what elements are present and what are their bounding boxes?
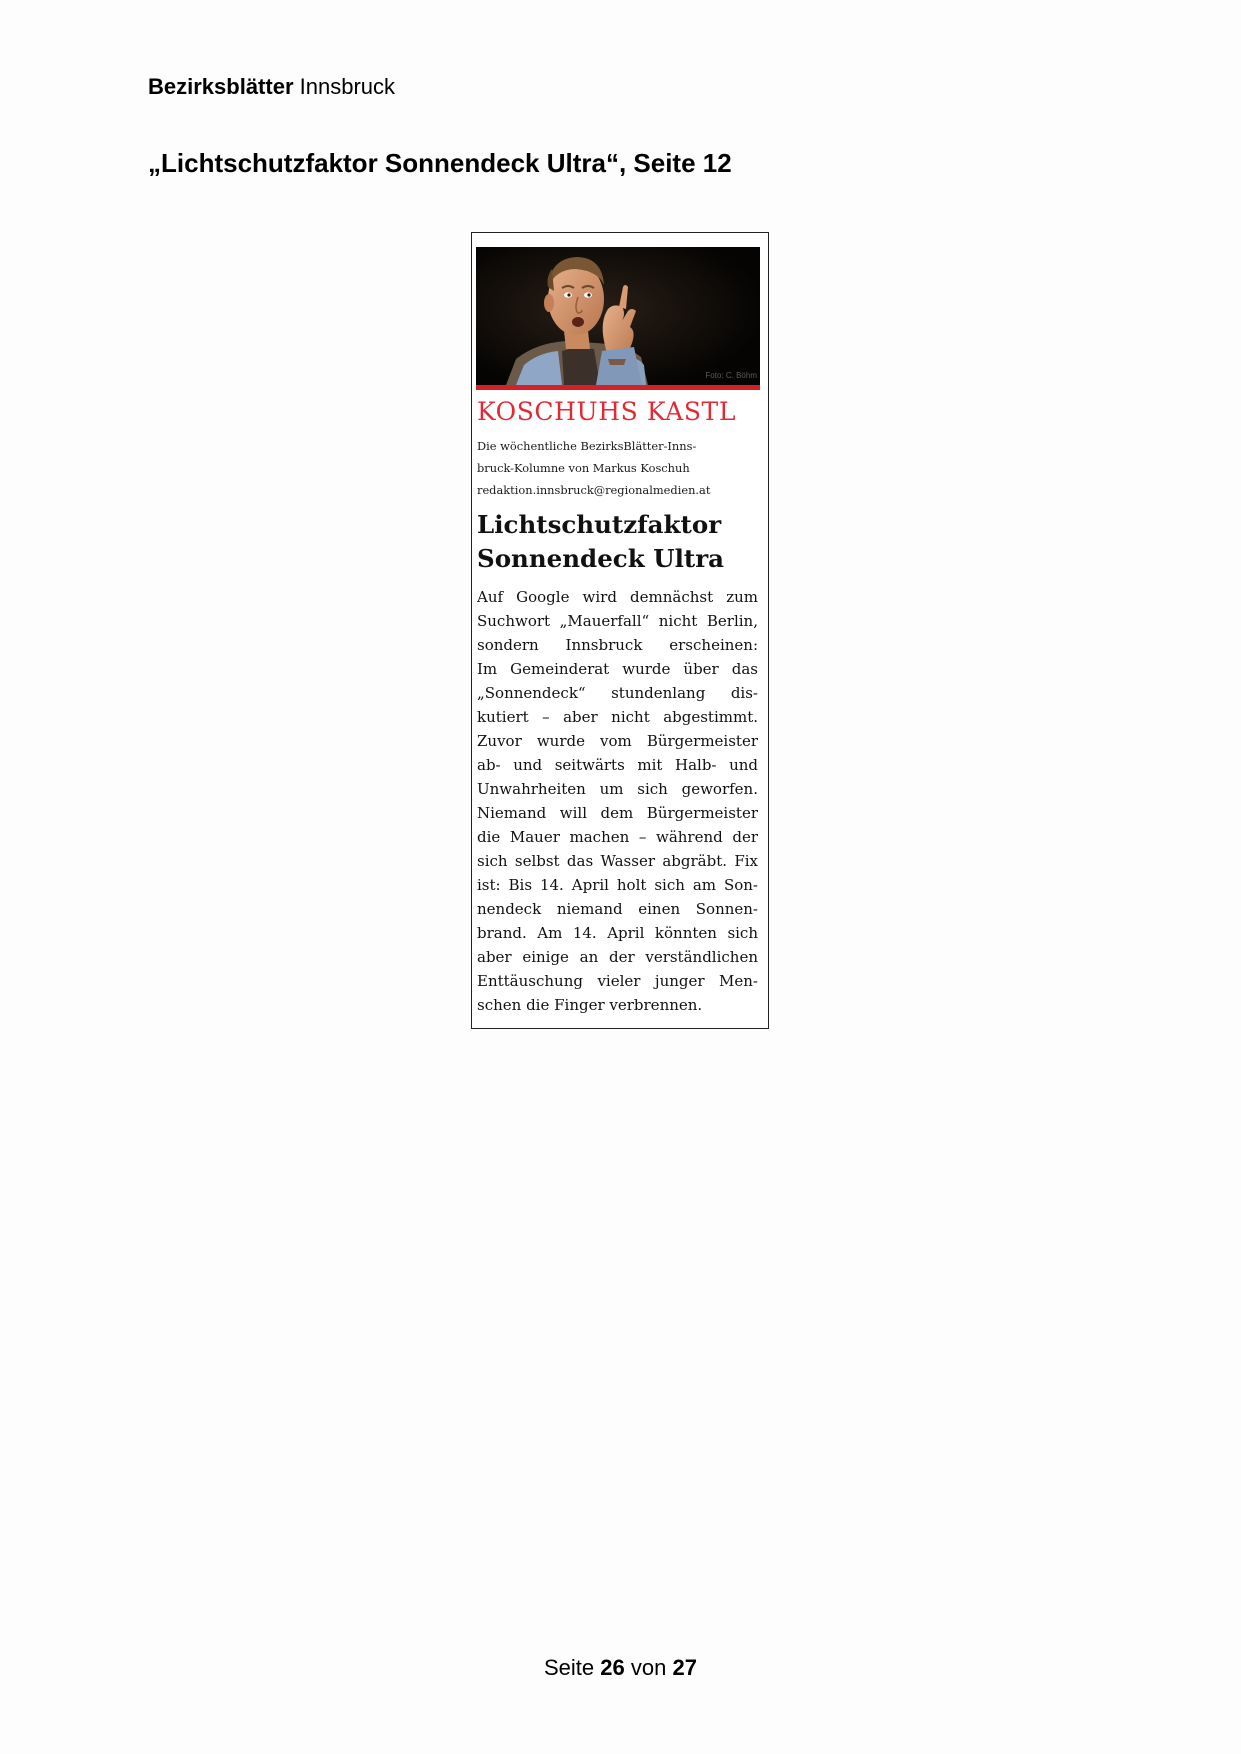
body-line: Unwahrheiten um sich geworfen. — [477, 780, 758, 798]
body-line: Suchwort „Mauerfall“ nicht Berlin, — [477, 612, 758, 630]
body-line: Im Gemeinderat wurde über das — [477, 660, 758, 678]
body-line: schen die Finger verbrennen. — [477, 996, 703, 1014]
body-line: aber einige an der verständlichen — [477, 948, 758, 966]
body-line: kutiert – aber nicht abgestimmt. — [477, 708, 758, 726]
body-line: sondern Innsbruck erscheinen: — [477, 636, 758, 654]
body-line: Enttäuschung vieler junger Men- — [477, 972, 758, 990]
body-line: Zuvor wurde vom Bürgermeister — [477, 732, 758, 750]
body-line: „Sonnendeck“ stundenlang dis- — [477, 684, 758, 702]
body-line: brand. Am 14. April könnten sich — [477, 924, 758, 942]
page-label: Seite — [544, 1655, 595, 1680]
body-line: ist: Bis 14. April holt sich am Son- — [477, 876, 758, 894]
article-body — [477, 585, 758, 1017]
body-line: sich selbst das Wasser abgräbt. Fix — [477, 852, 758, 870]
headline-line: Sonnendeck Ultra — [477, 544, 724, 573]
intro-line: Die wöchentliche BezirksBlätter-Inns- — [477, 439, 697, 453]
headline-line: Lichtschutzfaktor — [477, 510, 722, 539]
publication-region: Innsbruck — [299, 74, 396, 99]
body-line: Auf Google wird demnächst zum — [477, 588, 758, 606]
author-photo — [476, 247, 760, 385]
column-intro — [477, 435, 763, 501]
red-divider — [476, 385, 760, 390]
page-footer — [0, 1654, 1241, 1682]
body-line: nendeck niemand einen Sonnen- — [477, 900, 758, 918]
publication-header — [148, 73, 395, 101]
newspaper-clipping — [471, 232, 769, 1029]
article-reference: „Lichtschutzfaktor Sonnendeck Ultra“, Seite 12 — [148, 148, 732, 178]
body-line: Niemand will dem Bürgermeister — [477, 804, 758, 822]
column-title: KOSCHUHS KASTL — [477, 397, 737, 426]
intro-line: bruck-Kolumne von Markus Koschuh — [477, 461, 690, 475]
author-photo-image — [476, 247, 760, 385]
intro-email: redaktion.innsbruck@regionalmedien.at — [477, 483, 711, 497]
of-label: von — [630, 1655, 667, 1680]
body-line: ab- und seitwärts mit Halb- und — [477, 756, 758, 774]
body-line: die Mauer machen – während der — [477, 828, 758, 846]
publication-name: Bezirksblätter — [148, 74, 294, 99]
total-pages-number: 27 — [672, 1655, 697, 1680]
photo-credit: Foto: C. Böhm — [705, 371, 757, 380]
current-page-number: 26 — [600, 1655, 625, 1680]
article-headline — [477, 508, 763, 576]
